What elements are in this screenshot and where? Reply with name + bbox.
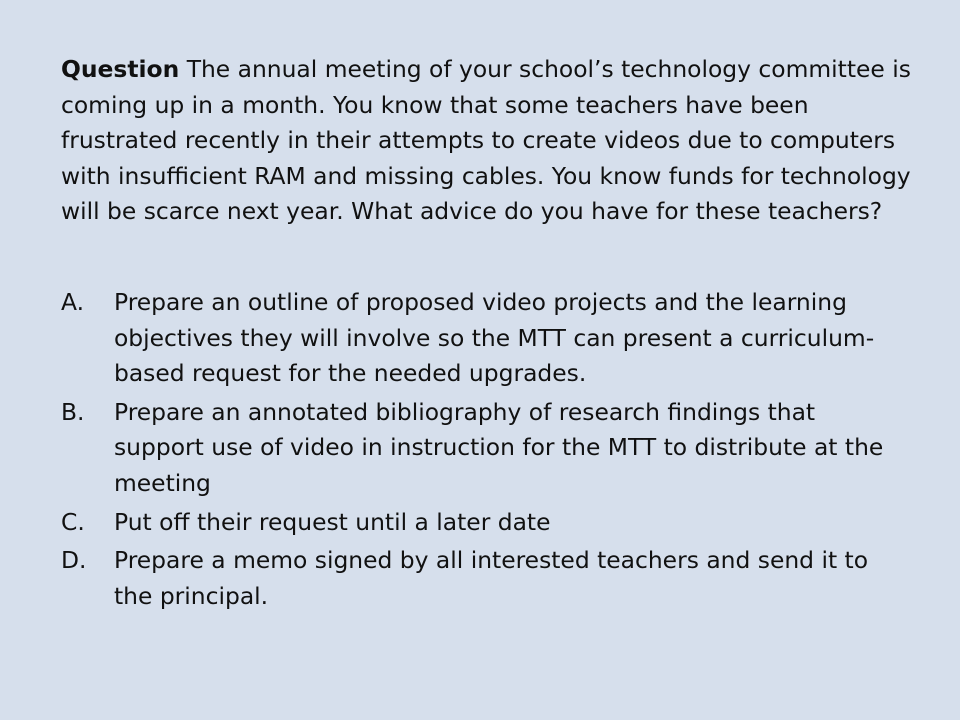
answer-option-b [61,395,911,502]
option-text: Prepare an annotated bibliography of research findings that support use of video in instruction for the MTT to distribute at the meeting [114,397,884,497]
question-paragraph [61,52,911,230]
answer-option-c [61,505,911,541]
question-text: The annual meeting of your school’s technology committee is coming up in a month. You know that some teachers have been frustrated recently in their attempts to create videos due to computers with insufficient RAM and missing cables. You know funds for technology will be scarce next year. What advice do you have for these teachers? [61,55,911,226]
option-letter: C. [61,507,85,536]
option-text: Prepare a memo signed by all interested teachers and send it to the principal. [114,546,869,610]
option-letter: B. [61,397,85,426]
option-text: Prepare an outline of proposed video projects and the learning objectives they will involve so the MTT can present a curriculum-based request for the needed upgrades. [114,287,875,388]
answer-option-d [61,543,911,614]
answer-option-a [61,285,911,392]
question-label: Question [61,55,180,83]
option-letter: A. [61,287,85,316]
option-text: Put off their request until a later date [114,507,551,536]
option-letter: D. [61,546,87,575]
answer-options-list [61,285,911,614]
